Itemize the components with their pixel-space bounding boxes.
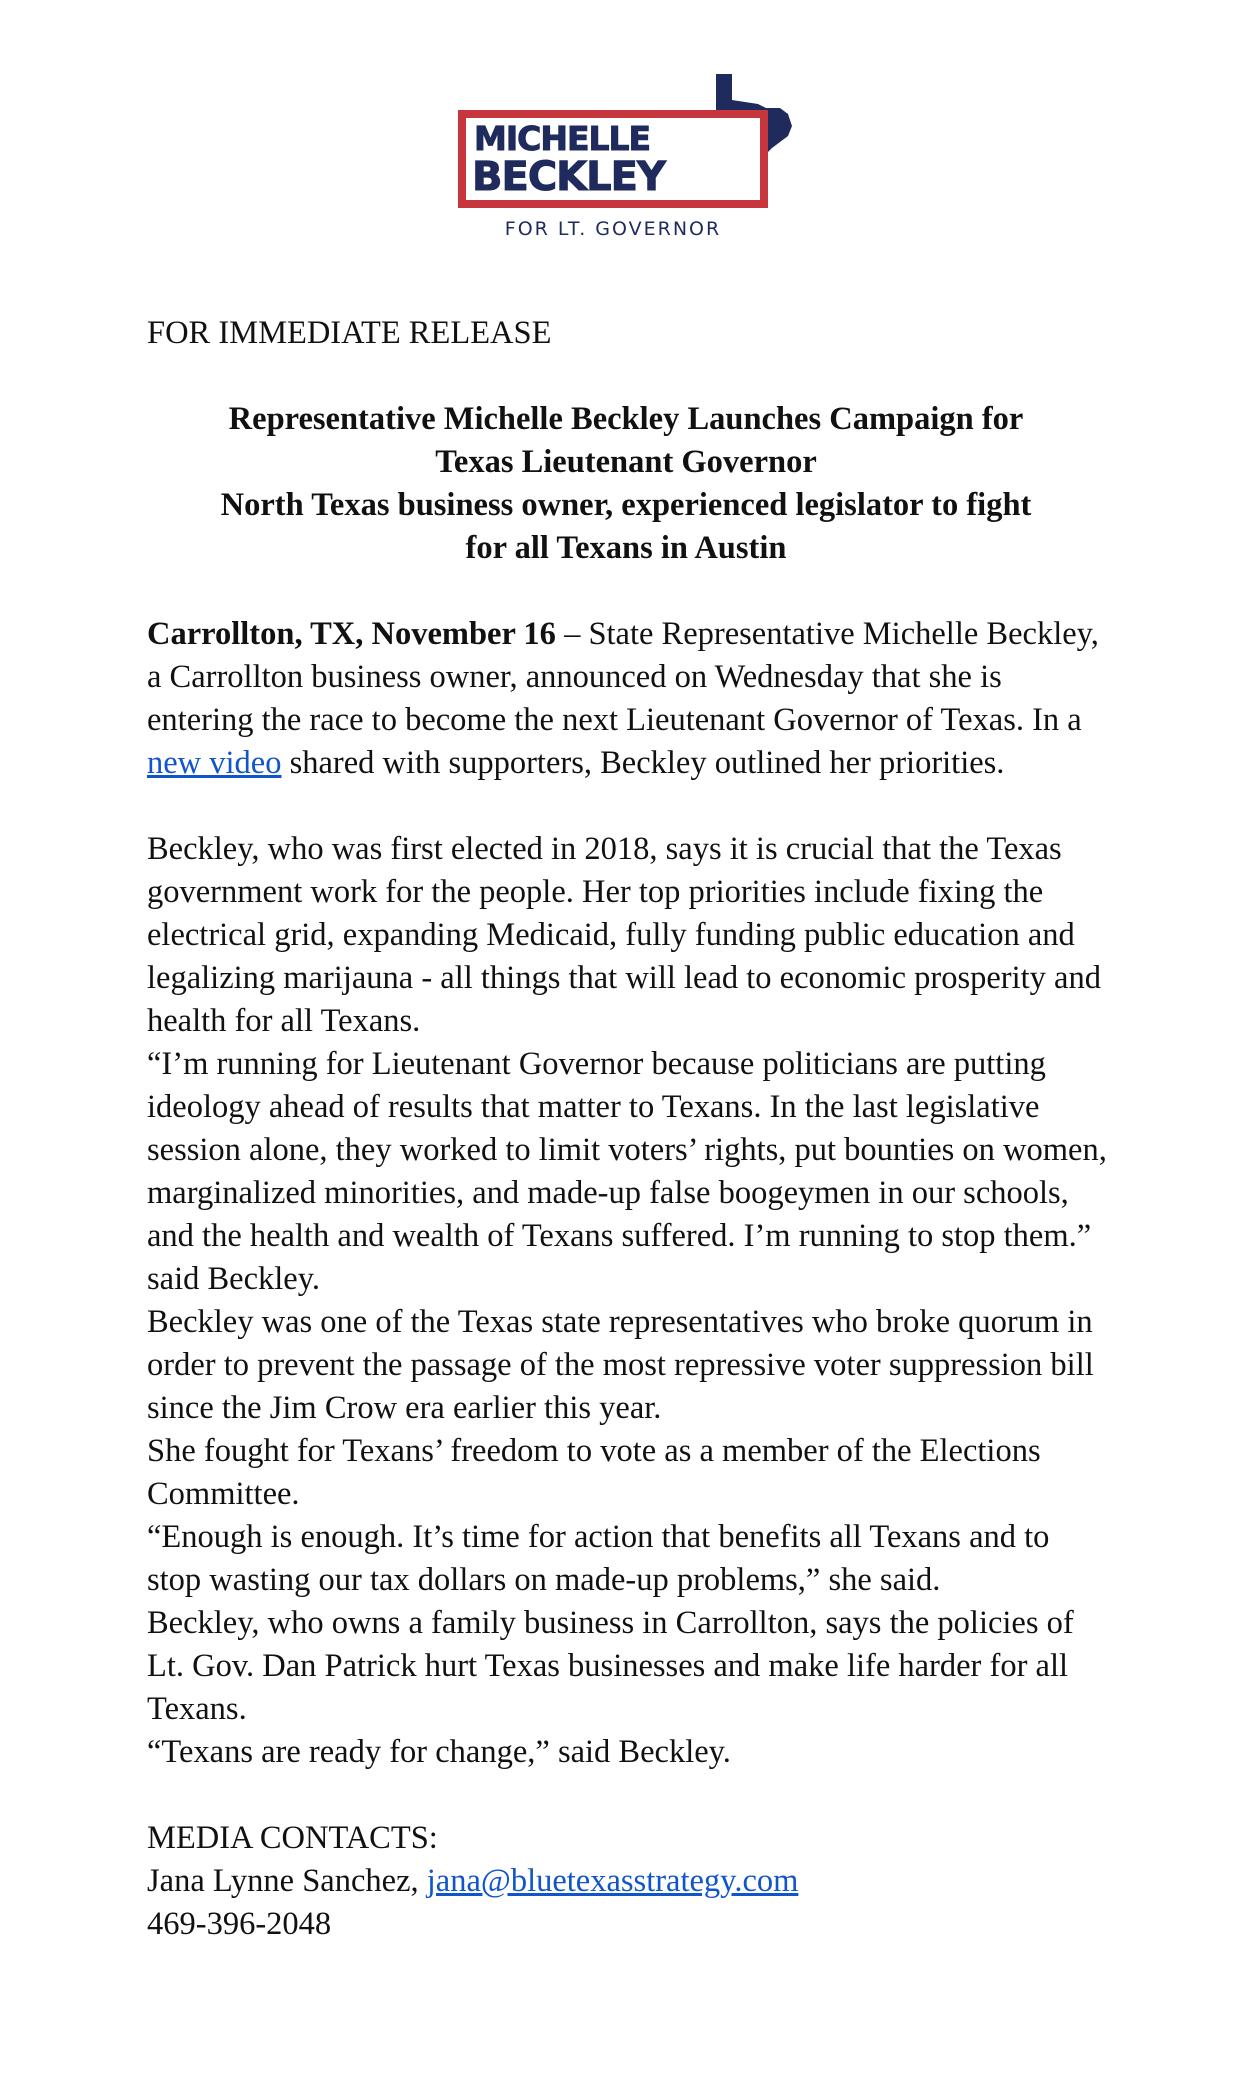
contacts-heading: MEDIA CONTACTS: — [147, 1820, 438, 1856]
press-release — [147, 312, 1107, 1946]
headline-line-1: Representative Michelle Beckley Launches Campaign for — [228, 401, 1024, 437]
contact-phone: 469-396-2048 — [147, 1906, 332, 1942]
paragraph-business: Beckley, who owns a family business in Carrollton, says the policies of Lt. Gov. Dan Patrick hurt Texas businesses and make life harder for all Texans. — [147, 1605, 1074, 1727]
paragraph-priorities: Beckley, who was first elected in 2018, says it is crucial that the Texas government work for the people. Her top priorities include fixing the electrical grid, expanding Medicaid, fully funding public education and legalizing marijauna - all things that will lead to economic prosperity and health for all Texans. — [147, 831, 1101, 1039]
paragraph-elections: She fought for Texans’ freedom to vote as a member of the Elections Committee. — [147, 1433, 1041, 1512]
campaign-logo — [452, 70, 800, 250]
paragraph-quorum: Beckley was one of the Texas state representatives who broke quorum in order to prevent the passage of the most repressive voter suppression bill since the Jim Crow era earlier this year. — [147, 1304, 1094, 1426]
contact-name: Jana Lynne Sanchez, — [147, 1863, 427, 1899]
logo-first-name: MICHELLE — [474, 119, 651, 158]
logo-subtitle: FOR LT. GOVERNOR — [504, 218, 722, 240]
headline-line-4: for all Texans in Austin — [465, 530, 787, 566]
intro-text-1: – State Representative Michelle Beckley, a Carrollton business owner, announced on Wednesday that she is entering the race to become the next Lieutenant Governor of Texas. In a — [147, 616, 1099, 738]
paragraph-quote-3: “Texans are ready for change,” said Beckley. — [147, 1734, 731, 1770]
paragraph-quote-2: “Enough is enough. It’s time for action that benefits all Texans and to stop wasting our tax dollars on made-up problems,” she said. — [147, 1519, 1050, 1598]
headline — [147, 398, 1105, 570]
paragraph-quote-1: “I’m running for Lieutenant Governor because politicians are putting ideology ahead of results that matter to Texans. In the last legislative session alone, they worked to limit voters’ rights, put bounties on women, marginalized minorities, and made-up false boogeymen in our schools, and the health and wealth of Texans suffered. I’m running to stop them.” said Beckley. — [147, 1046, 1107, 1297]
new-video-link[interactable]: new video — [147, 745, 282, 781]
paragraph-intro — [147, 613, 1107, 785]
contact-line — [147, 1860, 1107, 1903]
logo-last-name: BECKLEY — [472, 154, 665, 200]
intro-text-2: shared with supporters, Beckley outlined her priorities. — [281, 745, 1005, 781]
media-contacts — [147, 1817, 1107, 1946]
headline-line-2: Texas Lieutenant Governor — [435, 444, 817, 480]
headline-line-3: North Texas business owner, experienced legislator to fight — [220, 487, 1032, 523]
contact-email-link[interactable]: jana@bluetexasstrategy.com — [426, 1863, 799, 1899]
release-label: FOR IMMEDIATE RELEASE — [147, 315, 552, 351]
dateline: Carrollton, TX, November 16 — [147, 616, 556, 652]
